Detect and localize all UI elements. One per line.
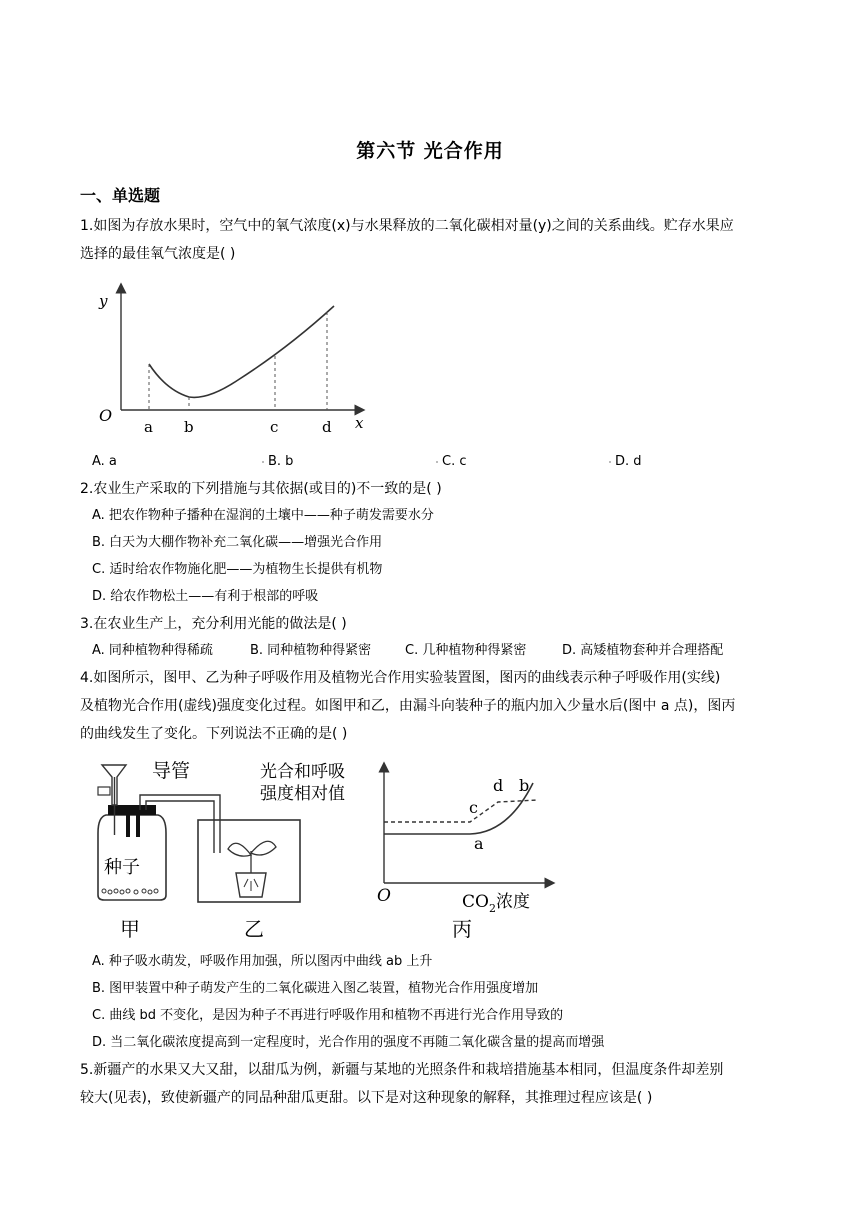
page-title: 第六节 光合作用 — [356, 140, 504, 162]
seed-label: 种子 — [104, 857, 140, 878]
q3-stem: 3.在农业生产上，充分利用光能的做法是( ) — [80, 616, 347, 632]
q1-option-c[interactable]: C. c — [436, 448, 467, 476]
q2-stem: 2.农业生产采取的下列措施与其依据(或目的)不一致的是( ) — [80, 481, 442, 497]
q4-stem-line2: 及植物光合作用(虚线)强度变化过程。如图甲和乙，由漏斗向装种子的瓶内加入少量水后(图中 a 点)，图丙 — [80, 698, 736, 714]
q3-option-c[interactable]: C. 几种植物种得紧密 — [405, 643, 527, 658]
q1-origin: O — [99, 406, 113, 425]
point-c: c — [469, 798, 478, 817]
q1-option-a[interactable]: A. a — [92, 454, 117, 469]
q2-option-c[interactable]: C. 适时给农作物施化肥——为植物生长提供有机物 — [92, 562, 383, 577]
q1-option-b[interactable]: B. b — [262, 448, 293, 476]
q2-option-b[interactable]: B. 白天为大棚作物补充二氧化碳——增强光合作用 — [92, 535, 383, 550]
q1-option-d[interactable]: D. d — [609, 448, 642, 476]
respiration-curve — [384, 783, 533, 834]
q1-curve-figure — [88, 280, 378, 440]
section-heading: 一、单选题 — [80, 186, 161, 205]
q1-tick-c: c — [270, 418, 279, 436]
q4-stem-line1: 4.如图所示，图甲、乙为种子呼吸作用及植物光合作用实验装置图，图丙的曲线表示种子呼吸作用(实线) — [80, 670, 721, 686]
q4-option-a[interactable]: A. 种子吸水萌发，呼吸作用加强，所以图丙中曲线 ab 上升 — [92, 954, 433, 969]
q4-option-c[interactable]: C. 曲线 bd 不变化，是因为种子不再进行呼吸作用和植物不再进行光合作用导致的 — [92, 1008, 564, 1023]
option-dot — [436, 461, 438, 463]
figure-bing-label: 丙 — [452, 917, 472, 941]
q2-option-d[interactable]: D. 给农作物松土——有利于根部的呼吸 — [92, 589, 319, 604]
figure-jia-label: 甲 — [120, 917, 140, 941]
q3-option-a[interactable]: A. 同种植物种得稀疏 — [92, 643, 213, 658]
q1-stem-line1: 1.如图为存放水果时，空气中的氧气浓度(x)与水果释放的二氧化碳相对量(y)之间的关系曲线。贮存水果应 — [80, 218, 734, 234]
point-d: d — [493, 776, 504, 795]
option-dot — [609, 461, 611, 463]
tube-label: 导管 — [152, 760, 191, 782]
q4-stem-line3: 的曲线发生了变化。下列说法不正确的是( ) — [80, 726, 348, 742]
point-a: a — [474, 834, 484, 853]
q1-tick-d: d — [322, 418, 332, 436]
q3-option-b[interactable]: B. 同种植物种得紧密 — [250, 643, 372, 658]
option-dot — [262, 461, 264, 463]
q5-stem-line1: 5.新疆产的水果又大又甜，以甜瓜为例，新疆与某地的光照条件和栽培措施基本相同，但温度条件却差别 — [80, 1062, 724, 1078]
graph-ylabel-1: 光合和呼吸 — [260, 762, 345, 782]
q1-curve — [149, 306, 334, 397]
point-b: b — [519, 776, 530, 795]
q4-apparatus-figure — [88, 755, 558, 945]
q1-tick-a: a — [144, 418, 153, 436]
q4-option-d[interactable]: D. 当二氧化碳浓度提高到一定程度时，光合作用的强度不再随二氧化碳含量的提高而增强 — [92, 1035, 605, 1050]
graph-origin: O — [377, 886, 391, 906]
q1-tick-b: b — [184, 418, 194, 436]
q4-option-b[interactable]: B. 图甲装置中种子萌发产生的二氧化碳进入图乙装置，植物光合作用强度增加 — [92, 981, 539, 996]
graph-xlabel: $CO_2$浓度 — [462, 892, 530, 915]
seed-bottle-apparatus — [98, 765, 220, 900]
q1-y-label: y — [99, 292, 108, 310]
q2-option-a[interactable]: A. 把农作物种子播种在湿润的土壤中——种子萌发需要水分 — [92, 508, 434, 523]
figure-yi-label: 乙 — [244, 917, 264, 941]
q3-option-d[interactable]: D. 高矮植物套种并合理搭配 — [562, 643, 724, 658]
q1-stem-line2: 选择的最佳氧气浓度是( ) — [80, 246, 236, 262]
graph-ylabel-2: 强度相对值 — [260, 784, 345, 804]
q5-stem-line2: 较大(见表)，致使新疆产的同品种甜瓜更甜。以下是对这种现象的解释，其推理过程应该是( ) — [80, 1090, 653, 1106]
q1-x-label: x — [355, 414, 364, 432]
